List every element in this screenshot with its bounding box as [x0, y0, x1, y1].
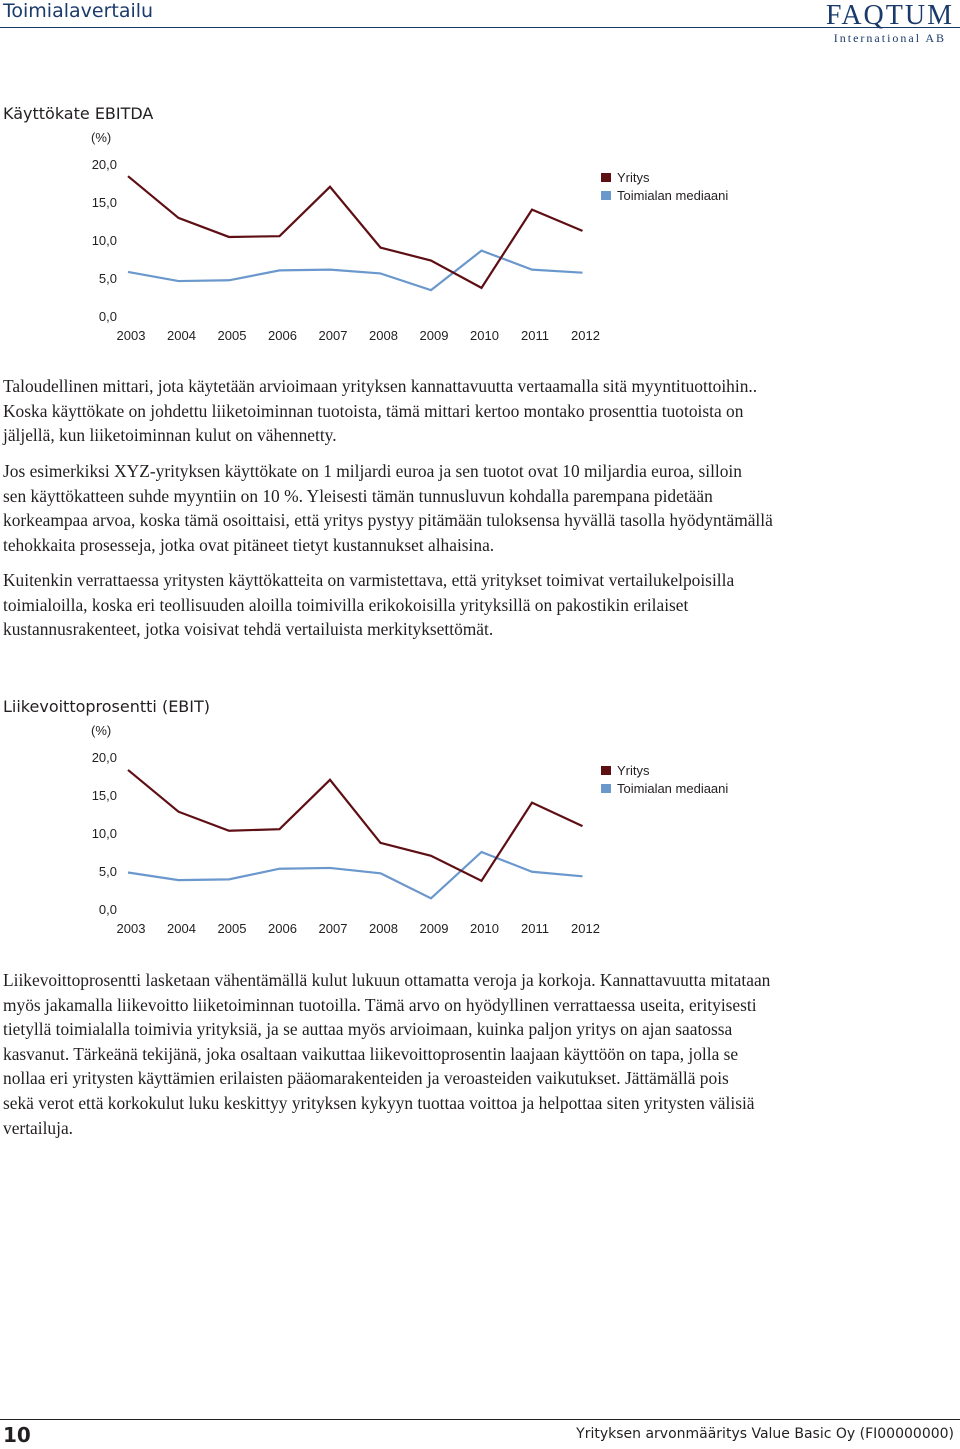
legend-swatch — [601, 766, 611, 775]
x-tick-label: 2011 — [521, 328, 549, 343]
x-tick-label: 2010 — [470, 328, 499, 343]
text-line: Kuitenkin verrattaessa yritysten käyttökatteita on varmistettava, että yritykset toimivat vertailukelpoisilla — [3, 570, 735, 590]
x-tick-label: 2006 — [268, 921, 297, 936]
text-line: tehokkaita prosesseja, jotka ovat pitäneet tietyt kustannukset alhaisina. — [3, 534, 495, 555]
y-tick-label: 15,0 — [91, 195, 117, 210]
y-tick-label: 0,0 — [98, 902, 117, 917]
x-tick-label: 2004 — [167, 921, 196, 936]
text-line: kustannusrakenteet, jotka voisivat tehdä vertailuista merkityksettömät. — [3, 619, 494, 640]
x-tick-label: 2006 — [268, 328, 297, 343]
y-tick-label: 10,0 — [91, 826, 117, 841]
x-tick-label: 2010 — [470, 921, 499, 936]
text-line: Taloudellinen mittari, jota käytetään arvioimaan yrityksen kannattavuutta vertaamalla sitä myyntituottoihin.. — [3, 376, 758, 396]
text-line: vertailuja. — [3, 1117, 74, 1138]
x-tick-label: 2011 — [521, 921, 549, 936]
text-line: sekä verot että korkokulut luku keskittyy yrityksen kykyyn tuottaa voittoa ja helpottaa siten yritysten välisiä — [3, 1092, 755, 1113]
x-tick-label: 2003 — [116, 921, 146, 936]
logo-subtitle: International AB — [833, 31, 947, 45]
paragraph-ebitda-comparison — [3, 568, 955, 642]
y-tick-label: 0,0 — [98, 309, 117, 324]
y-tick-label: 10,0 — [91, 233, 117, 248]
legend-label: Yritys — [617, 763, 650, 778]
x-tick-label: 2008 — [369, 921, 398, 936]
y-tick-label: 20,0 — [91, 157, 117, 172]
legend-swatch — [601, 173, 611, 182]
y-tick-label: 5,0 — [98, 271, 117, 286]
paragraph-ebit-definition — [3, 968, 955, 1140]
company-logo — [826, 2, 954, 46]
text-line: kasvanut. Tärkeänä tekijänä, joka osaltaan vaikuttaa liikevoittoprosentin laajaan käyttöön on tapa, jolla se — [3, 1043, 739, 1064]
y-axis-label: (%) — [91, 723, 112, 738]
paragraph-ebitda-example — [3, 459, 955, 557]
y-tick-label: 20,0 — [91, 750, 117, 765]
x-tick-label: 2005 — [217, 921, 247, 936]
footer-divider — [0, 1419, 960, 1420]
page-title: Toimialavertailu — [3, 0, 154, 22]
ebitda-line-chart — [0, 120, 960, 350]
x-tick-label: 2009 — [419, 921, 449, 936]
text-line: Koska käyttökate on johdettu liiketoiminnan tuotoista, tämä mittari kertoo montako prosenttia tuotoista on — [3, 400, 744, 421]
x-tick-label: 2007 — [318, 921, 348, 936]
header-divider — [0, 27, 960, 28]
logo-wordmark: FAQTUM — [825, 0, 954, 31]
footer-company: Yrityksen arvonmääritys Value Basic Oy (FI00000000) — [576, 1426, 954, 1442]
page-number: 10 — [3, 1423, 31, 1447]
legend-label: Toimialan mediaani — [617, 781, 729, 796]
x-tick-label: 2012 — [571, 328, 600, 343]
text-line: sen käyttökatteen suhde myyntiin on 10 %. Yleisesti tämän tunnusluvun kohdalla parempana pidetään — [3, 485, 713, 506]
legend-label: Toimialan mediaani — [617, 188, 729, 203]
legend-label: Yritys — [617, 170, 650, 185]
x-tick-label: 2009 — [419, 328, 449, 343]
y-tick-label: 15,0 — [91, 788, 117, 803]
text-line: tietyllä toimialalla toimivia yrityksiä, ja se auttaa myös arvioimaan, kuinka paljon yritys on ajan saatossa — [3, 1019, 733, 1040]
text-line: Liikevoittoprosentti lasketaan vähentämällä kulut lukuun ottamatta veroja ja korkoja. Kannattavuutta mitataan — [3, 970, 771, 990]
x-tick-label: 2008 — [369, 328, 398, 343]
x-tick-label: 2005 — [217, 328, 247, 343]
x-tick-label: 2012 — [571, 921, 600, 936]
y-axis-label: (%) — [91, 130, 112, 145]
chart-title-ebitda: Käyttökate EBITDA — [3, 104, 154, 123]
ebit-line-chart — [0, 713, 960, 943]
text-line: Jos esimerkiksi XYZ-yrityksen käyttökate on 1 miljardi euroa ja sen tuotot ovat 10 miljardia euroa, silloin — [3, 461, 742, 481]
legend-swatch — [601, 191, 611, 200]
x-tick-label: 2007 — [318, 328, 348, 343]
text-line: myös jakamalla liikevoitto liiketoiminnan tuotoilla. Tämä arvo on hyödyllinen verrattaessa useita, erityisesti — [3, 994, 757, 1015]
paragraph-ebitda-definition — [3, 374, 955, 448]
chart-title-ebit: Liikevoittoprosentti (EBIT) — [3, 697, 211, 716]
legend-swatch — [601, 784, 611, 793]
x-tick-label: 2004 — [167, 328, 196, 343]
text-line: jäljellä, kun liiketoiminnan kulut on vähennetty. — [3, 425, 337, 446]
text-line: nollaa eri yritysten käyttämien erilaisten pääomarakenteiden ja veroasteiden vaikutukset. Jättämällä pois — [3, 1068, 729, 1089]
series-line-median — [128, 852, 583, 898]
y-tick-label: 5,0 — [98, 864, 117, 879]
x-tick-label: 2003 — [116, 328, 146, 343]
series-line-median — [128, 251, 583, 291]
text-line: toimialoilla, koska eri teollisuuden aloilla toimivilla erikokoisilla yrityksillä on pakostikin erilaiset — [3, 594, 689, 615]
text-line: korkeampaa arvoa, koska tämä osoittaisi, että yritys pystyy pitämään tuloksensa hyvällä tasolla hyödyntämällä — [3, 510, 773, 531]
